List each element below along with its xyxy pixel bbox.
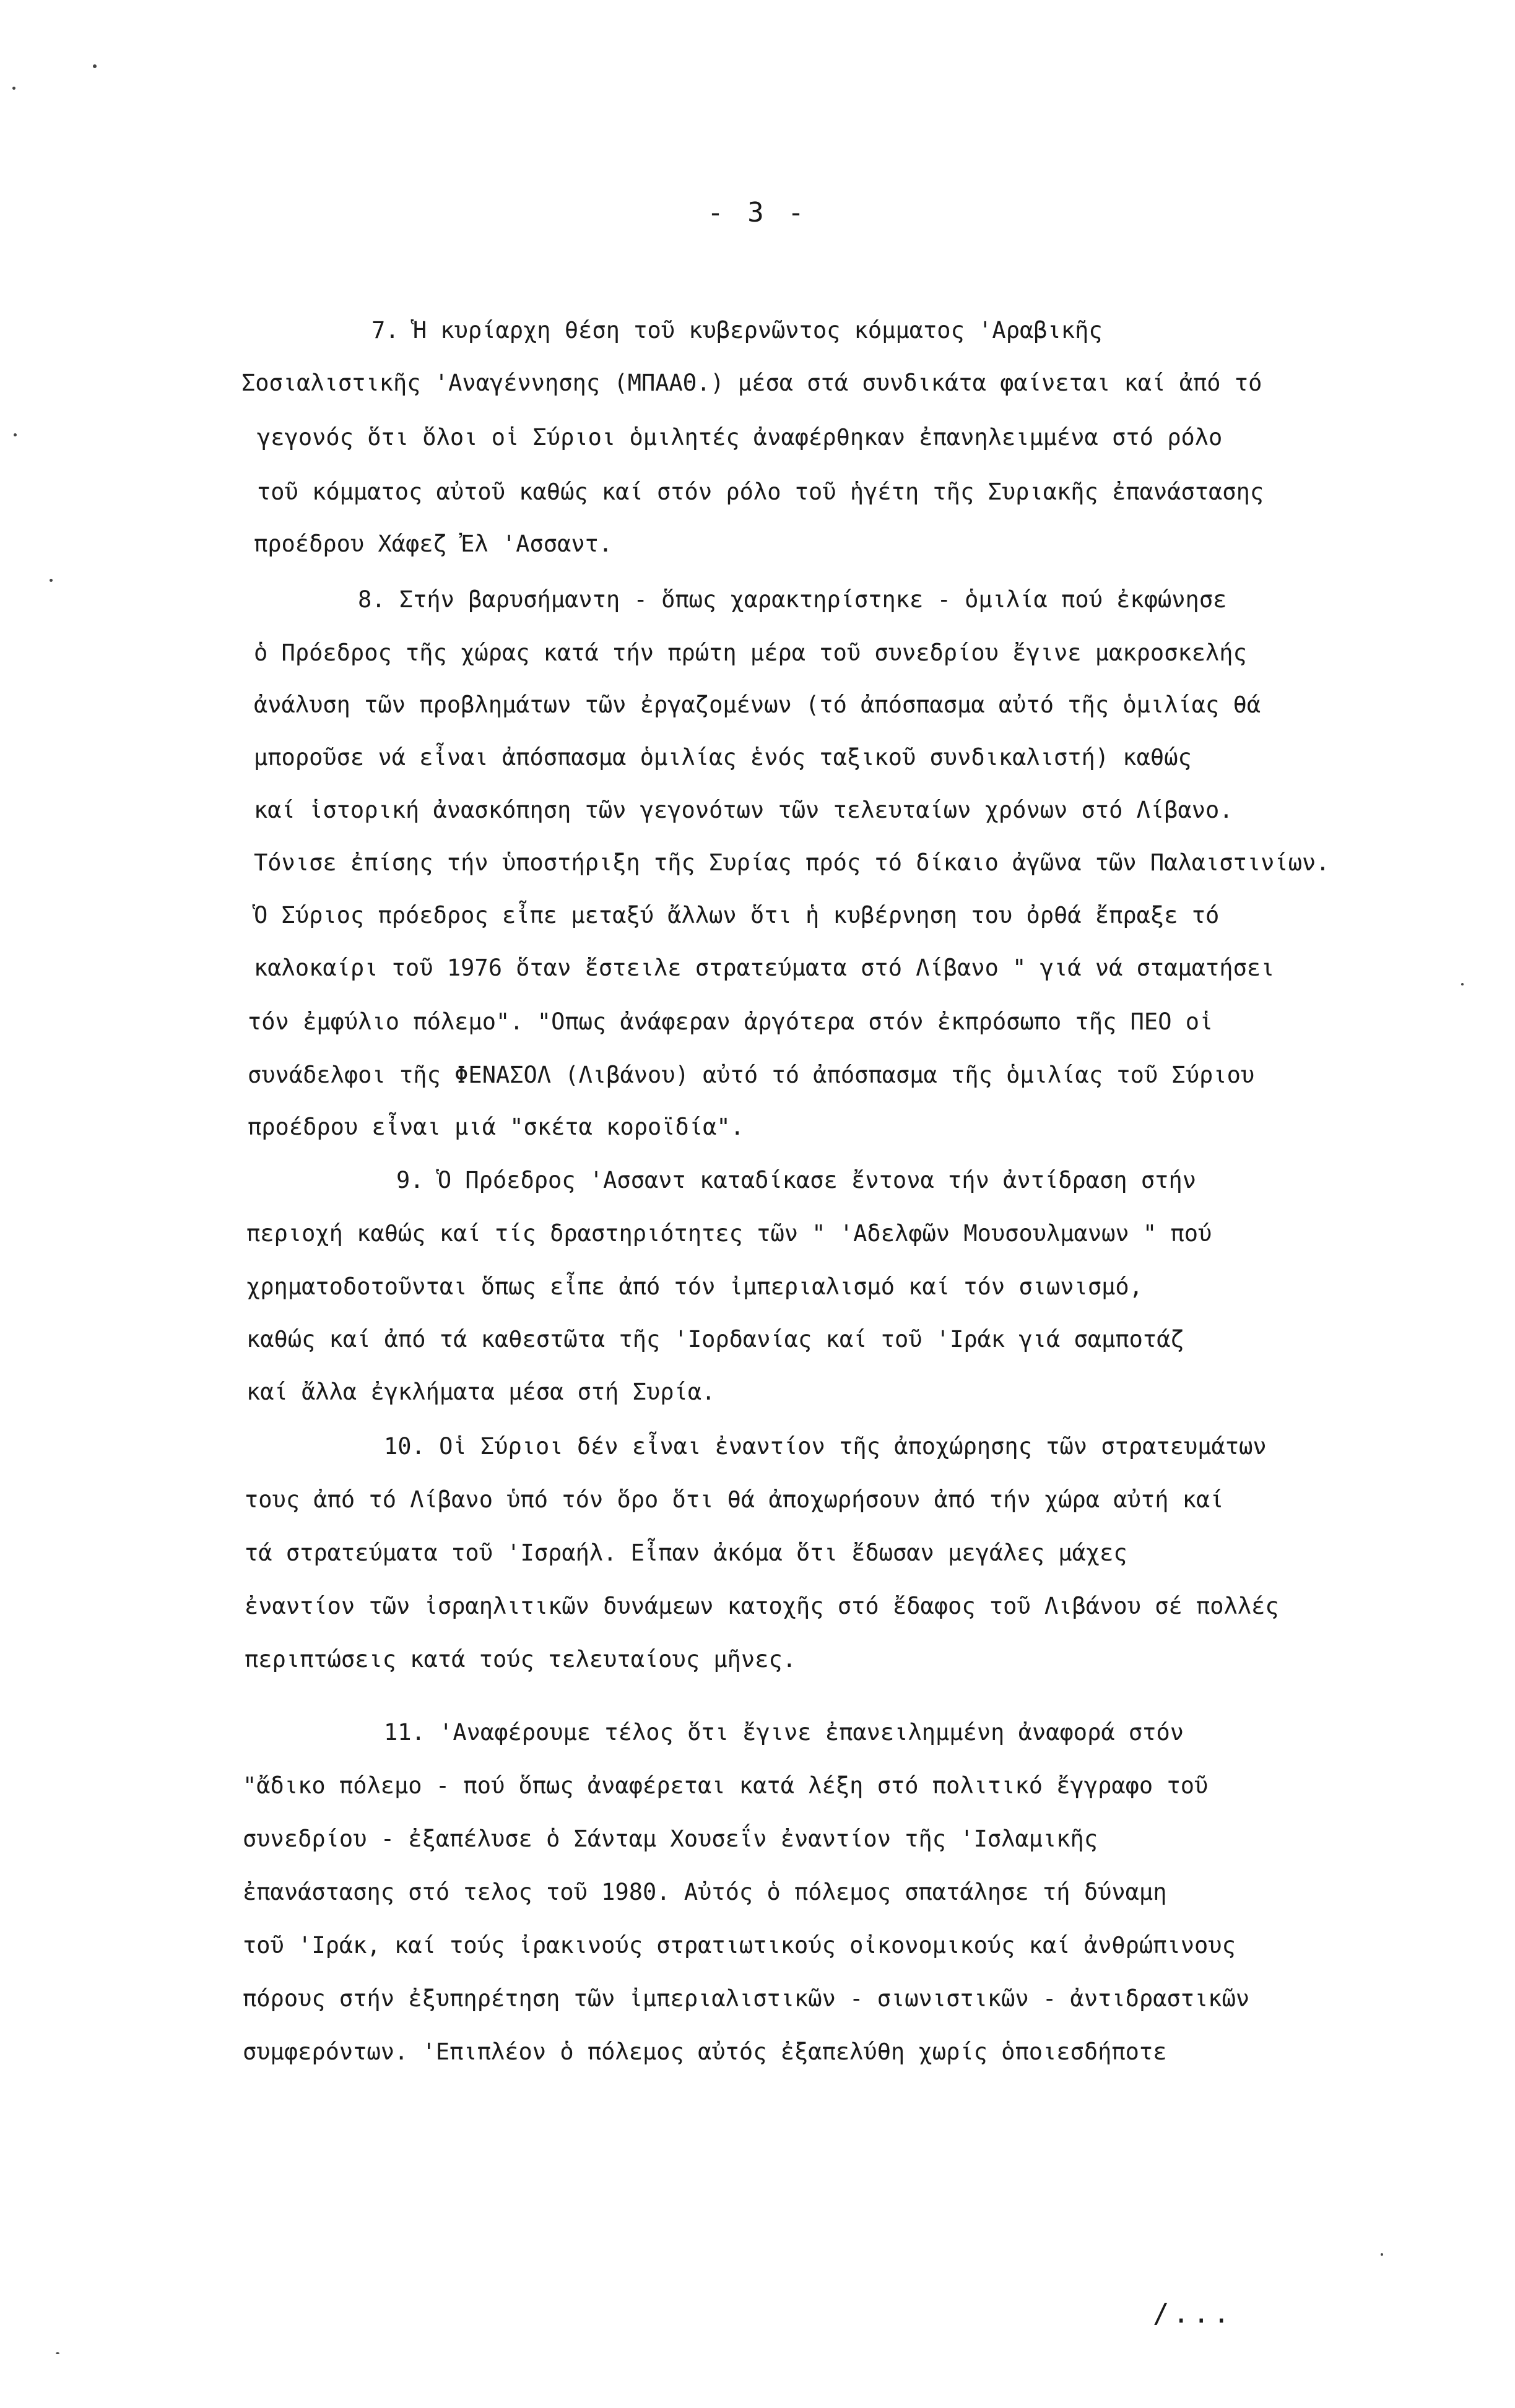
text-line: συνάδελφοι τῆς ΦΕΝΑΣΟΛ (Λιβάνου) αὐτό τό ἀπόσπασμα τῆς ὁμιλίας τοῦ Σύριου <box>248 1062 1255 1088</box>
text-line: ὁ Πρόεδρος τῆς χώρας κατά τήν πρώτη μέρα τοῦ συνεδρίου ἔγινε μακροσκελής <box>254 639 1247 666</box>
scan-speck <box>1461 983 1464 985</box>
text-line: ἀνάλυση τῶν προβλημάτων τῶν ἐργαζομένων (τό ἀπόσπασμα αὐτό τῆς ὁμιλίας θά <box>254 691 1261 718</box>
text-line: τους ἀπό τό Λίβανο ὑπό τόν ὅρο ὅτι θά ἀποχωρήσουν ἀπό τήν χώρα αὐτή καί <box>245 1486 1224 1513</box>
scan-speck <box>50 579 53 582</box>
text-line: τοῦ 'Ιράκ, καί τούς ἰρακινούς στρατιωτικούς οἰκονομικούς καί ἀνθρώπινους <box>243 1932 1236 1959</box>
text-line: προέδρου Χάφεζ Ἐλ 'Ασσαντ. <box>254 531 613 557</box>
text-line: 11. 'Αναφέρουμε τέλος ὅτι ἔγινε ἐπανειλημμένη ἀναφορά στόν <box>384 1719 1184 1746</box>
text-line: περιπτώσεις κατά τούς τελευταίους μῆνες. <box>245 1646 797 1673</box>
text-line: Σοσιαλιστικῆς 'Αναγέννησης (ΜΠΑΑΘ.) μέσα στά συνδικάτα φαίνεται καί ἀπό τό <box>241 370 1262 396</box>
text-line: συνεδρίου - ἐξαπέλυσε ὁ Σάνταμ Χουσεΐν ἐναντίον τῆς 'Ισλαμικῆς <box>243 1825 1098 1852</box>
scan-speck <box>12 87 15 90</box>
text-line: Τόνισε ἐπίσης τήν ὑποστήριξη τῆς Συρίας πρός τό δίκαιο ἀγῶνα τῶν Παλαιστινίων. <box>254 849 1330 876</box>
text-line: πόρους στήν ἐξυπηρέτηση τῶν ἰμπεριαλιστικῶν - σιωνιστικῶν - ἀντιδραστικῶν <box>243 1985 1250 2012</box>
text-line: καθώς καί ἀπό τά καθεστῶτα τῆς 'Ιορδανίας καί τοῦ 'Ιράκ γιά σαμποτάζ <box>246 1326 1184 1353</box>
text-line: 10. Οἱ Σύριοι δέν εἶναι ἐναντίον τῆς ἀποχώρησης τῶν στρατευμάτων <box>384 1433 1267 1460</box>
text-line: ἐπανάστασης στό τελος τοῦ 1980. Αὐτός ὁ πόλεμος σπατάλησε τή δύναμη <box>243 1879 1167 1905</box>
text-line: καλοκαίρι τοῦ 1976 ὅταν ἔστειλε στρατεύματα στό Λίβανο " γιά νά σταματήσει <box>254 955 1275 981</box>
scan-speck <box>1381 2253 1383 2256</box>
text-line: 9. Ὁ Πρόεδρος 'Ασσαντ καταδίκασε ἔντονα τήν ἀντίδραση στήν <box>396 1167 1197 1193</box>
text-line: προέδρου εἶναι μιά "σκέτα κοροϊδία". <box>248 1114 744 1140</box>
text-line: μποροῦσε νά εἶναι ἀπόσπασμα ὁμιλίας ἑνός ταξικοῦ συνδικαλιστή) καθώς <box>254 744 1192 771</box>
text-line: γεγονός ὅτι ὅλοι οἱ Σύριοι ὁμιλητές ἀναφέρθηκαν ἐπανηλειμμένα στό ρόλο <box>257 424 1223 451</box>
text-line: χρηματοδοτοῦνται ὅπως εἶπε ἀπό τόν ἰμπεριαλισμό καί τόν σιωνισμό, <box>246 1273 1143 1300</box>
text-line: καί ἄλλα ἐγκλήματα μέσα στή Συρία. <box>246 1379 716 1405</box>
text-line: συμφερόντων. 'Επιπλέον ὁ πόλεμος αὐτός ἐξαπελύθη χωρίς ὁποιεσδήποτε <box>243 2038 1167 2065</box>
continued-mark: /... <box>1153 2298 1233 2329</box>
scan-speck <box>93 64 97 68</box>
text-line: Ὁ Σύριος πρόεδρος εἶπε μεταξύ ἄλλων ὅτι ἡ κυβέρνηση του ὀρθά ἔπραξε τό <box>254 902 1220 929</box>
text-line: καί ἱστορική ἀνασκόπηση τῶν γεγονότων τῶν τελευταίων χρόνων στό Λίβανο. <box>254 797 1233 823</box>
text-line: ἐναντίον τῶν ἰσραηλιτικῶν δυνάμεων κατοχῆς στό ἔδαφος τοῦ Λιβάνου σέ πολλές <box>245 1593 1279 1619</box>
scan-speck <box>14 433 17 436</box>
page-number: - 3 - <box>707 197 808 228</box>
text-line: τόν ἐμφύλιο πόλεμο". "Οπως ἀνάφεραν ἀργότερα στόν ἐκπρόσωπο τῆς ΠΕΟ οἱ <box>248 1008 1213 1035</box>
text-line: "ἄδικο πόλεμο - πού ὅπως ἀναφέρεται κατά λέξη στό πολιτικό ἔγγραφο τοῦ <box>243 1772 1209 1799</box>
text-line: 8. Στήν βαρυσήμαντη - ὅπως χαρακτηρίστηκε - ὁμιλία πού ἐκφώνησε <box>358 586 1227 613</box>
text-line: τά στρατεύματα τοῦ 'Ισραήλ. Εἶπαν ἀκόμα ὅτι ἔδωσαν μεγάλες μάχες <box>245 1540 1127 1566</box>
scan-speck <box>56 2352 59 2354</box>
text-line: τοῦ κόμματος αὐτοῦ καθώς καί στόν ρόλο τοῦ ἡγέτη τῆς Συριακῆς ἐπανάστασης <box>257 479 1264 505</box>
text-line: 7. Ἡ κυρίαρχη θέση τοῦ κυβερνῶντος κόμματος 'Αραβικῆς <box>371 317 1103 344</box>
text-line: περιοχή καθώς καί τίς δραστηριότητες τῶν " 'Αδελφῶν Μουσουλμανων " πού <box>246 1220 1212 1247</box>
